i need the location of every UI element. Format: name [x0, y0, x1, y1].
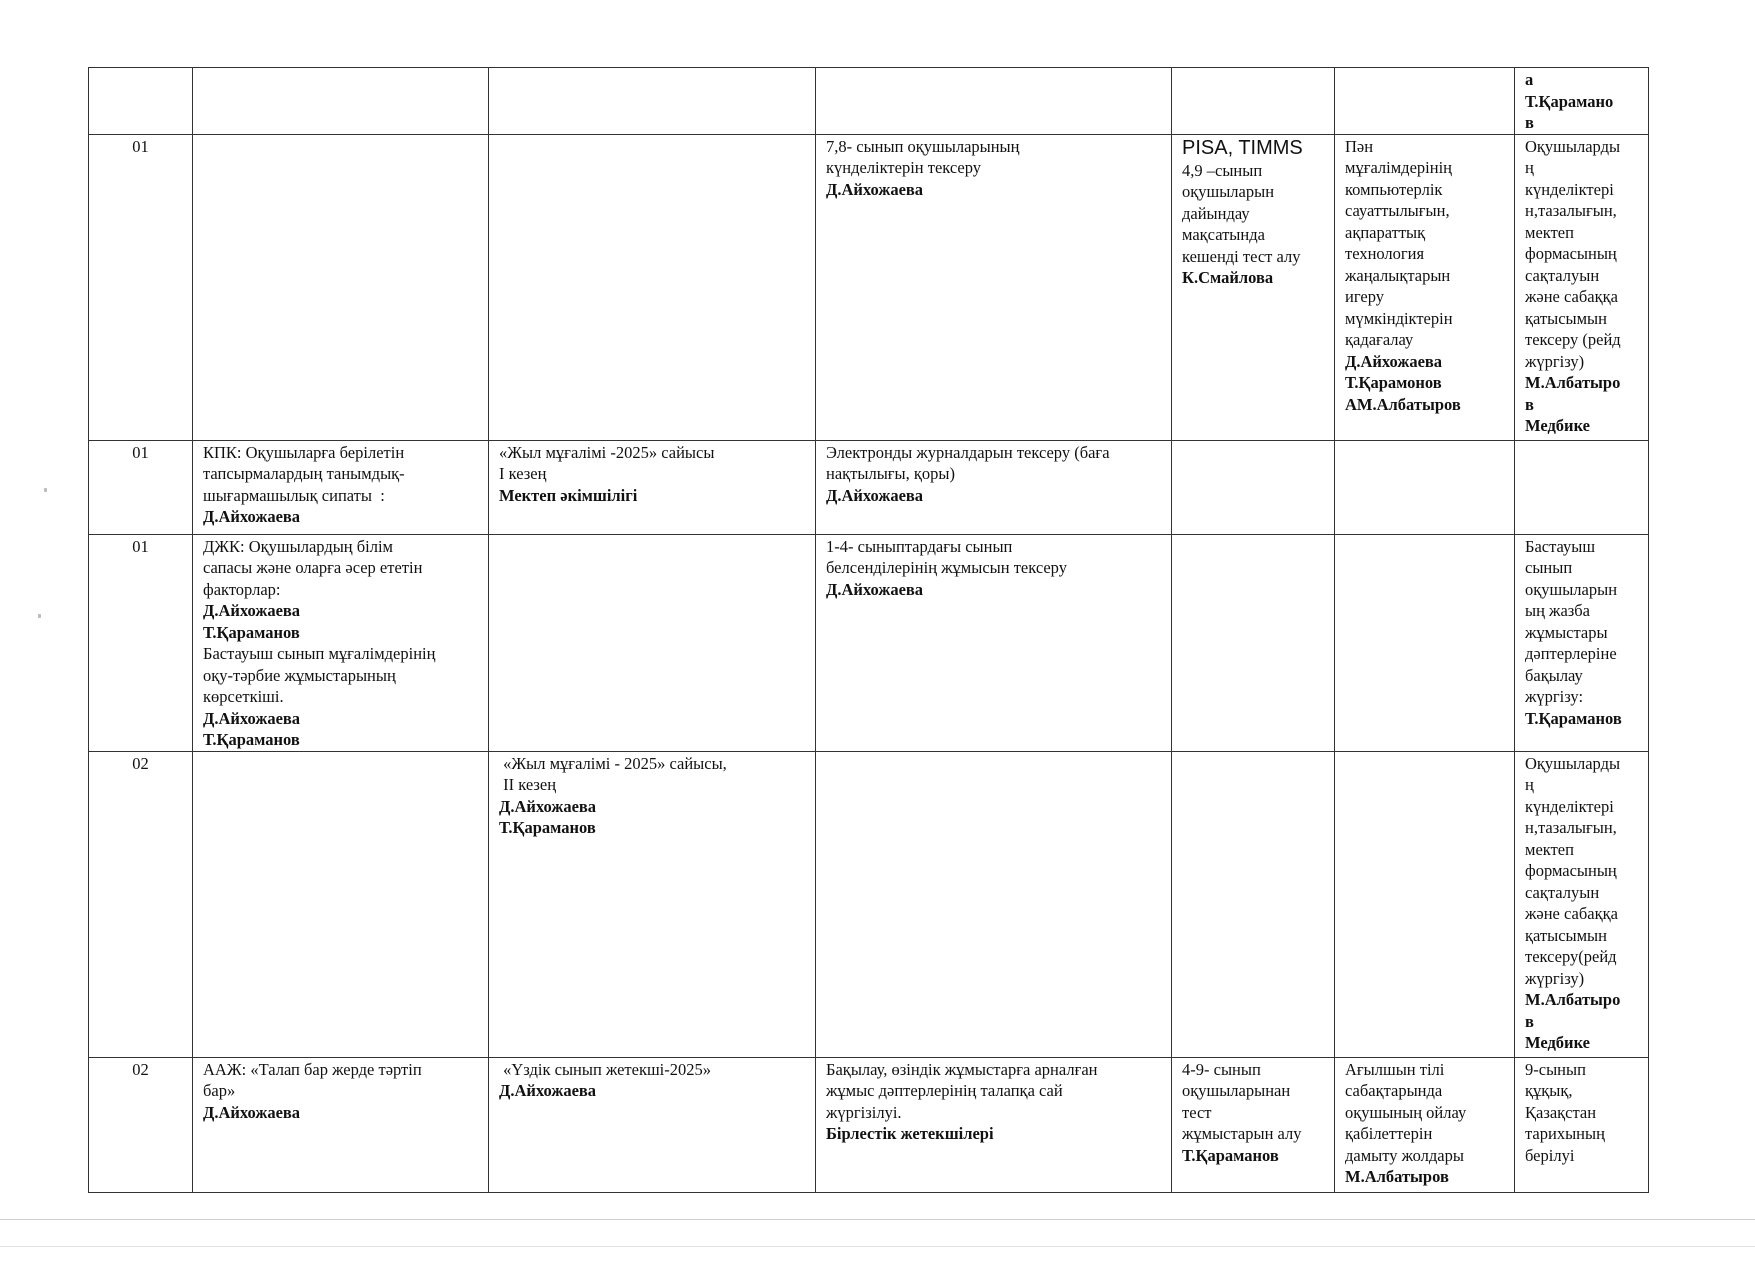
date-cell	[89, 534, 193, 751]
table-cell	[489, 751, 816, 1057]
table-cell	[489, 134, 816, 440]
table-cell	[1172, 134, 1335, 440]
cell-text: белсенділерінің жұмысын тексеру	[826, 558, 1067, 577]
table-cell	[193, 751, 489, 1057]
responsible-person: Т.Қараманов	[1182, 1145, 1279, 1165]
cell-text: шығармашылық сипаты :	[203, 485, 385, 505]
cell-text: н,тазалығын,	[1525, 818, 1617, 837]
table-cell	[193, 440, 489, 534]
cell-text: нақтылығы, қоры)	[826, 464, 955, 483]
cell-text: 4-9- сынып	[1182, 1059, 1261, 1079]
responsible-person: Медбике	[1525, 416, 1590, 435]
table-cell	[489, 440, 816, 534]
cell-text: 01	[132, 442, 149, 462]
scan-speck	[38, 614, 41, 618]
table-row	[89, 68, 1649, 135]
table-cell	[489, 534, 816, 751]
cell-text: жұмыс дәптерлерінің талапқа сай	[826, 1081, 1063, 1100]
cell-text: дамыту жолдары	[1345, 1145, 1464, 1165]
cell-text: мектеп	[1525, 222, 1574, 242]
responsible-person: Т.Қарамонов	[1345, 373, 1442, 392]
cell-text: Оқушыларды	[1525, 753, 1621, 773]
cell-text: оқу-тәрбие жұмыстарының	[203, 665, 396, 685]
cell-text: жұмыстары	[1525, 622, 1608, 642]
scan-artifact-line	[0, 1219, 1755, 1220]
responsible-person: К.Смайлова	[1182, 268, 1274, 287]
cell-text: Ағылшын тілі	[1345, 1059, 1445, 1079]
responsible-person: Д.Айхожаева	[203, 1102, 301, 1122]
table-cell	[1335, 440, 1515, 534]
cell-text: тексеру(рейд	[1525, 947, 1617, 966]
cell-text: игеру	[1345, 287, 1384, 306]
cell-text: күнделіктерін тексеру	[826, 158, 982, 177]
table-cell	[816, 751, 1172, 1057]
cell-text: тапсырмалардың танымдық-	[203, 464, 405, 483]
table-cell	[1172, 440, 1335, 534]
table-cell	[1335, 68, 1515, 135]
cell-text: Бастауыш	[1525, 536, 1596, 556]
cell-text: технология	[1345, 244, 1425, 263]
table-cell	[1172, 534, 1335, 751]
cell-text: компьютерлік	[1345, 179, 1443, 199]
date-cell	[89, 1057, 193, 1192]
responsible-person: Д.Айхожаева	[499, 1081, 597, 1100]
table-cell	[1335, 751, 1515, 1057]
cell-text: 1-4- сыныптардағы сынып	[826, 536, 1013, 556]
responsible-person: Д.Айхожаева	[203, 601, 301, 620]
cell-text: мектеп	[1525, 839, 1574, 859]
cell-text: қадағалау	[1345, 330, 1414, 349]
cell-text: оқушыларын	[1525, 579, 1618, 599]
responsible-person: М.Албатыро	[1525, 373, 1621, 392]
responsible-person: в	[1525, 1011, 1534, 1031]
responsible-person: Т.Қараманов	[203, 622, 300, 642]
cell-text: және сабаққа	[1525, 904, 1618, 923]
cell-text: сабақтарында	[1345, 1081, 1443, 1100]
cell-text: сапасы және оларға әсер ететін	[203, 558, 423, 577]
table-cell	[1172, 1057, 1335, 1192]
table-cell	[1515, 751, 1649, 1057]
table-cell	[1335, 1057, 1515, 1192]
cell-text: бақылау	[1525, 665, 1583, 685]
cell-text: жаңалықтарын	[1345, 265, 1451, 285]
cell-text: сынып	[1525, 558, 1573, 577]
cell-text: тест	[1182, 1102, 1212, 1122]
responsible-person: Д.Айхожаева	[1345, 351, 1443, 371]
responsible-person: М.Албатыро	[1525, 990, 1621, 1009]
table-cell	[1335, 134, 1515, 440]
cell-text: 01	[132, 536, 149, 556]
table-cell	[1515, 134, 1649, 440]
cell-text: құқық,	[1525, 1081, 1573, 1100]
table-cell	[1515, 68, 1649, 135]
cell-text: Бастауыш сынып мұғалімдерінің	[203, 644, 436, 663]
responsible-person: Д.Айхожаева	[499, 796, 597, 816]
cell-text: 01	[132, 136, 149, 156]
responsible-person: Д.Айхожаева	[826, 579, 924, 599]
cell-text: тексеру (рейд	[1525, 330, 1621, 349]
cell-text: оқушыларынан	[1182, 1081, 1291, 1100]
responsible-person: Д.Айхожаева	[203, 708, 301, 728]
cell-text: ң	[1525, 775, 1534, 794]
cell-text: мақсатында	[1182, 225, 1265, 244]
cell-text: сақталуын	[1525, 265, 1600, 285]
table-cell	[816, 68, 1172, 135]
cell-text: дайындау	[1182, 203, 1250, 223]
cell-text: бар»	[203, 1081, 236, 1100]
cell-text: 02	[132, 1059, 149, 1079]
responsible-person: Д.Айхожаева	[826, 179, 924, 199]
responsible-person: Медбике	[1525, 1033, 1590, 1052]
table-cell	[1172, 68, 1335, 135]
responsible-person: Т.Қараманов	[203, 730, 300, 749]
cell-text: күнделіктері	[1525, 796, 1614, 816]
table-cell	[1515, 1057, 1649, 1192]
responsible-person: АМ.Албатыров	[1345, 394, 1461, 414]
table-cell	[489, 1057, 816, 1192]
cell-text: қабілеттерін	[1345, 1124, 1433, 1143]
cell-text: формасының	[1525, 861, 1617, 880]
cell-text: Бақылау, өзіндік жұмыстарға арналған	[826, 1059, 1098, 1079]
responsible-person: а	[1525, 70, 1534, 89]
cell-text: ААЖ: «Талап бар жерде тәртіп	[203, 1059, 422, 1079]
table-cell	[193, 68, 489, 135]
cell-text: ң	[1525, 158, 1534, 177]
cell-text: жүргізілуі.	[826, 1102, 902, 1122]
cell-text: факторлар:	[203, 579, 281, 599]
table-cell	[193, 134, 489, 440]
cell-text: сақталуын	[1525, 882, 1600, 902]
cell-text: формасының	[1525, 244, 1617, 263]
cell-text: оқушыларын	[1182, 182, 1275, 201]
cell-text: Оқушыларды	[1525, 136, 1621, 156]
cell-text: жұмыстарын алу	[1182, 1124, 1302, 1143]
date-cell	[89, 134, 193, 440]
cell-text: КПК: Оқушыларға берілетін	[203, 442, 405, 462]
date-cell	[89, 751, 193, 1057]
table-cell	[489, 68, 816, 135]
table-cell	[193, 534, 489, 751]
table-row	[89, 751, 1649, 1057]
responsible-person: Т.Қараманов	[1525, 708, 1622, 728]
cell-text: қатысымын	[1525, 308, 1607, 328]
plan-table	[88, 67, 1649, 1193]
table-cell	[816, 534, 1172, 751]
table-cell	[816, 1057, 1172, 1192]
cell-text: Қазақстан	[1525, 1102, 1597, 1122]
date-cell	[89, 440, 193, 534]
cell-text: Электронды журналдарын тексеру (баға	[826, 442, 1110, 462]
responsible-person: Т.Қарамано	[1525, 91, 1614, 111]
responsible-person: в	[1525, 394, 1534, 414]
table-cell	[1335, 534, 1515, 751]
table-cell	[193, 1057, 489, 1192]
cell-text: «Жыл мұғалімі - 2025» сайысы,	[499, 753, 727, 773]
table-row	[89, 1057, 1649, 1192]
table-row	[89, 440, 1649, 534]
scan-artifact-line	[0, 1246, 1755, 1247]
table-cell	[1172, 751, 1335, 1057]
responsible-person: в	[1525, 113, 1534, 132]
table-row	[89, 134, 1649, 440]
cell-text: кешенді тест алу	[1182, 246, 1301, 266]
table-row	[89, 534, 1649, 751]
cell-text: тарихының	[1525, 1124, 1605, 1143]
cell-text: жүргізу:	[1525, 687, 1584, 706]
plan-table-body	[89, 68, 1649, 1193]
cell-text: «Үздік сынып жетекші-2025»	[499, 1059, 712, 1079]
responsible-person: Д.Айхожаева	[826, 485, 924, 505]
responsible-person: Бірлестік жетекшілері	[826, 1124, 994, 1143]
cell-text: 7,8- сынып оқушыларының	[826, 136, 1020, 156]
cell-text: сауаттылығын,	[1345, 201, 1450, 220]
cell-text: көрсеткіші.	[203, 687, 284, 706]
cell-text: PISA, TIMMS	[1182, 136, 1303, 159]
scan-speck	[44, 488, 47, 492]
cell-text: дәптерлеріне	[1525, 644, 1617, 663]
cell-text: I кезең	[499, 464, 547, 483]
cell-text: мұғалімдерінің	[1345, 158, 1452, 177]
responsible-person: Мектеп әкімшілігі	[499, 485, 638, 505]
cell-text: II кезең	[499, 775, 557, 794]
cell-text: және сабаққа	[1525, 287, 1618, 306]
cell-text: мүмкіндіктерін	[1345, 308, 1453, 328]
cell-text: н,тазалығын,	[1525, 201, 1617, 220]
cell-text: жүргізу)	[1525, 968, 1585, 988]
responsible-person: Д.Айхожаева	[203, 507, 301, 526]
cell-text: «Жыл мұғалімі -2025» сайысы	[499, 442, 715, 462]
cell-text: 02	[132, 753, 149, 773]
cell-text: қатысымын	[1525, 925, 1607, 945]
cell-text: ақпараттық	[1345, 222, 1426, 242]
cell-text: 4,9 –сынып	[1182, 160, 1263, 180]
cell-text: жүргізу)	[1525, 351, 1585, 371]
cell-text: ың жазба	[1525, 601, 1591, 620]
cell-text: оқушының ойлау	[1345, 1102, 1467, 1122]
cell-text: 9-сынып	[1525, 1059, 1586, 1079]
responsible-person: М.Албатыров	[1345, 1167, 1449, 1186]
table-cell	[816, 440, 1172, 534]
table-cell	[1515, 440, 1649, 534]
cell-text: күнделіктері	[1525, 179, 1614, 199]
cell-text: ДЖК: Оқушылардың білім	[203, 536, 393, 556]
date-cell	[89, 68, 193, 135]
cell-text: Пән	[1345, 136, 1374, 156]
responsible-person: Т.Қараманов	[499, 818, 596, 837]
table-cell	[1515, 534, 1649, 751]
table-cell	[816, 134, 1172, 440]
cell-text: берілуі	[1525, 1145, 1575, 1165]
